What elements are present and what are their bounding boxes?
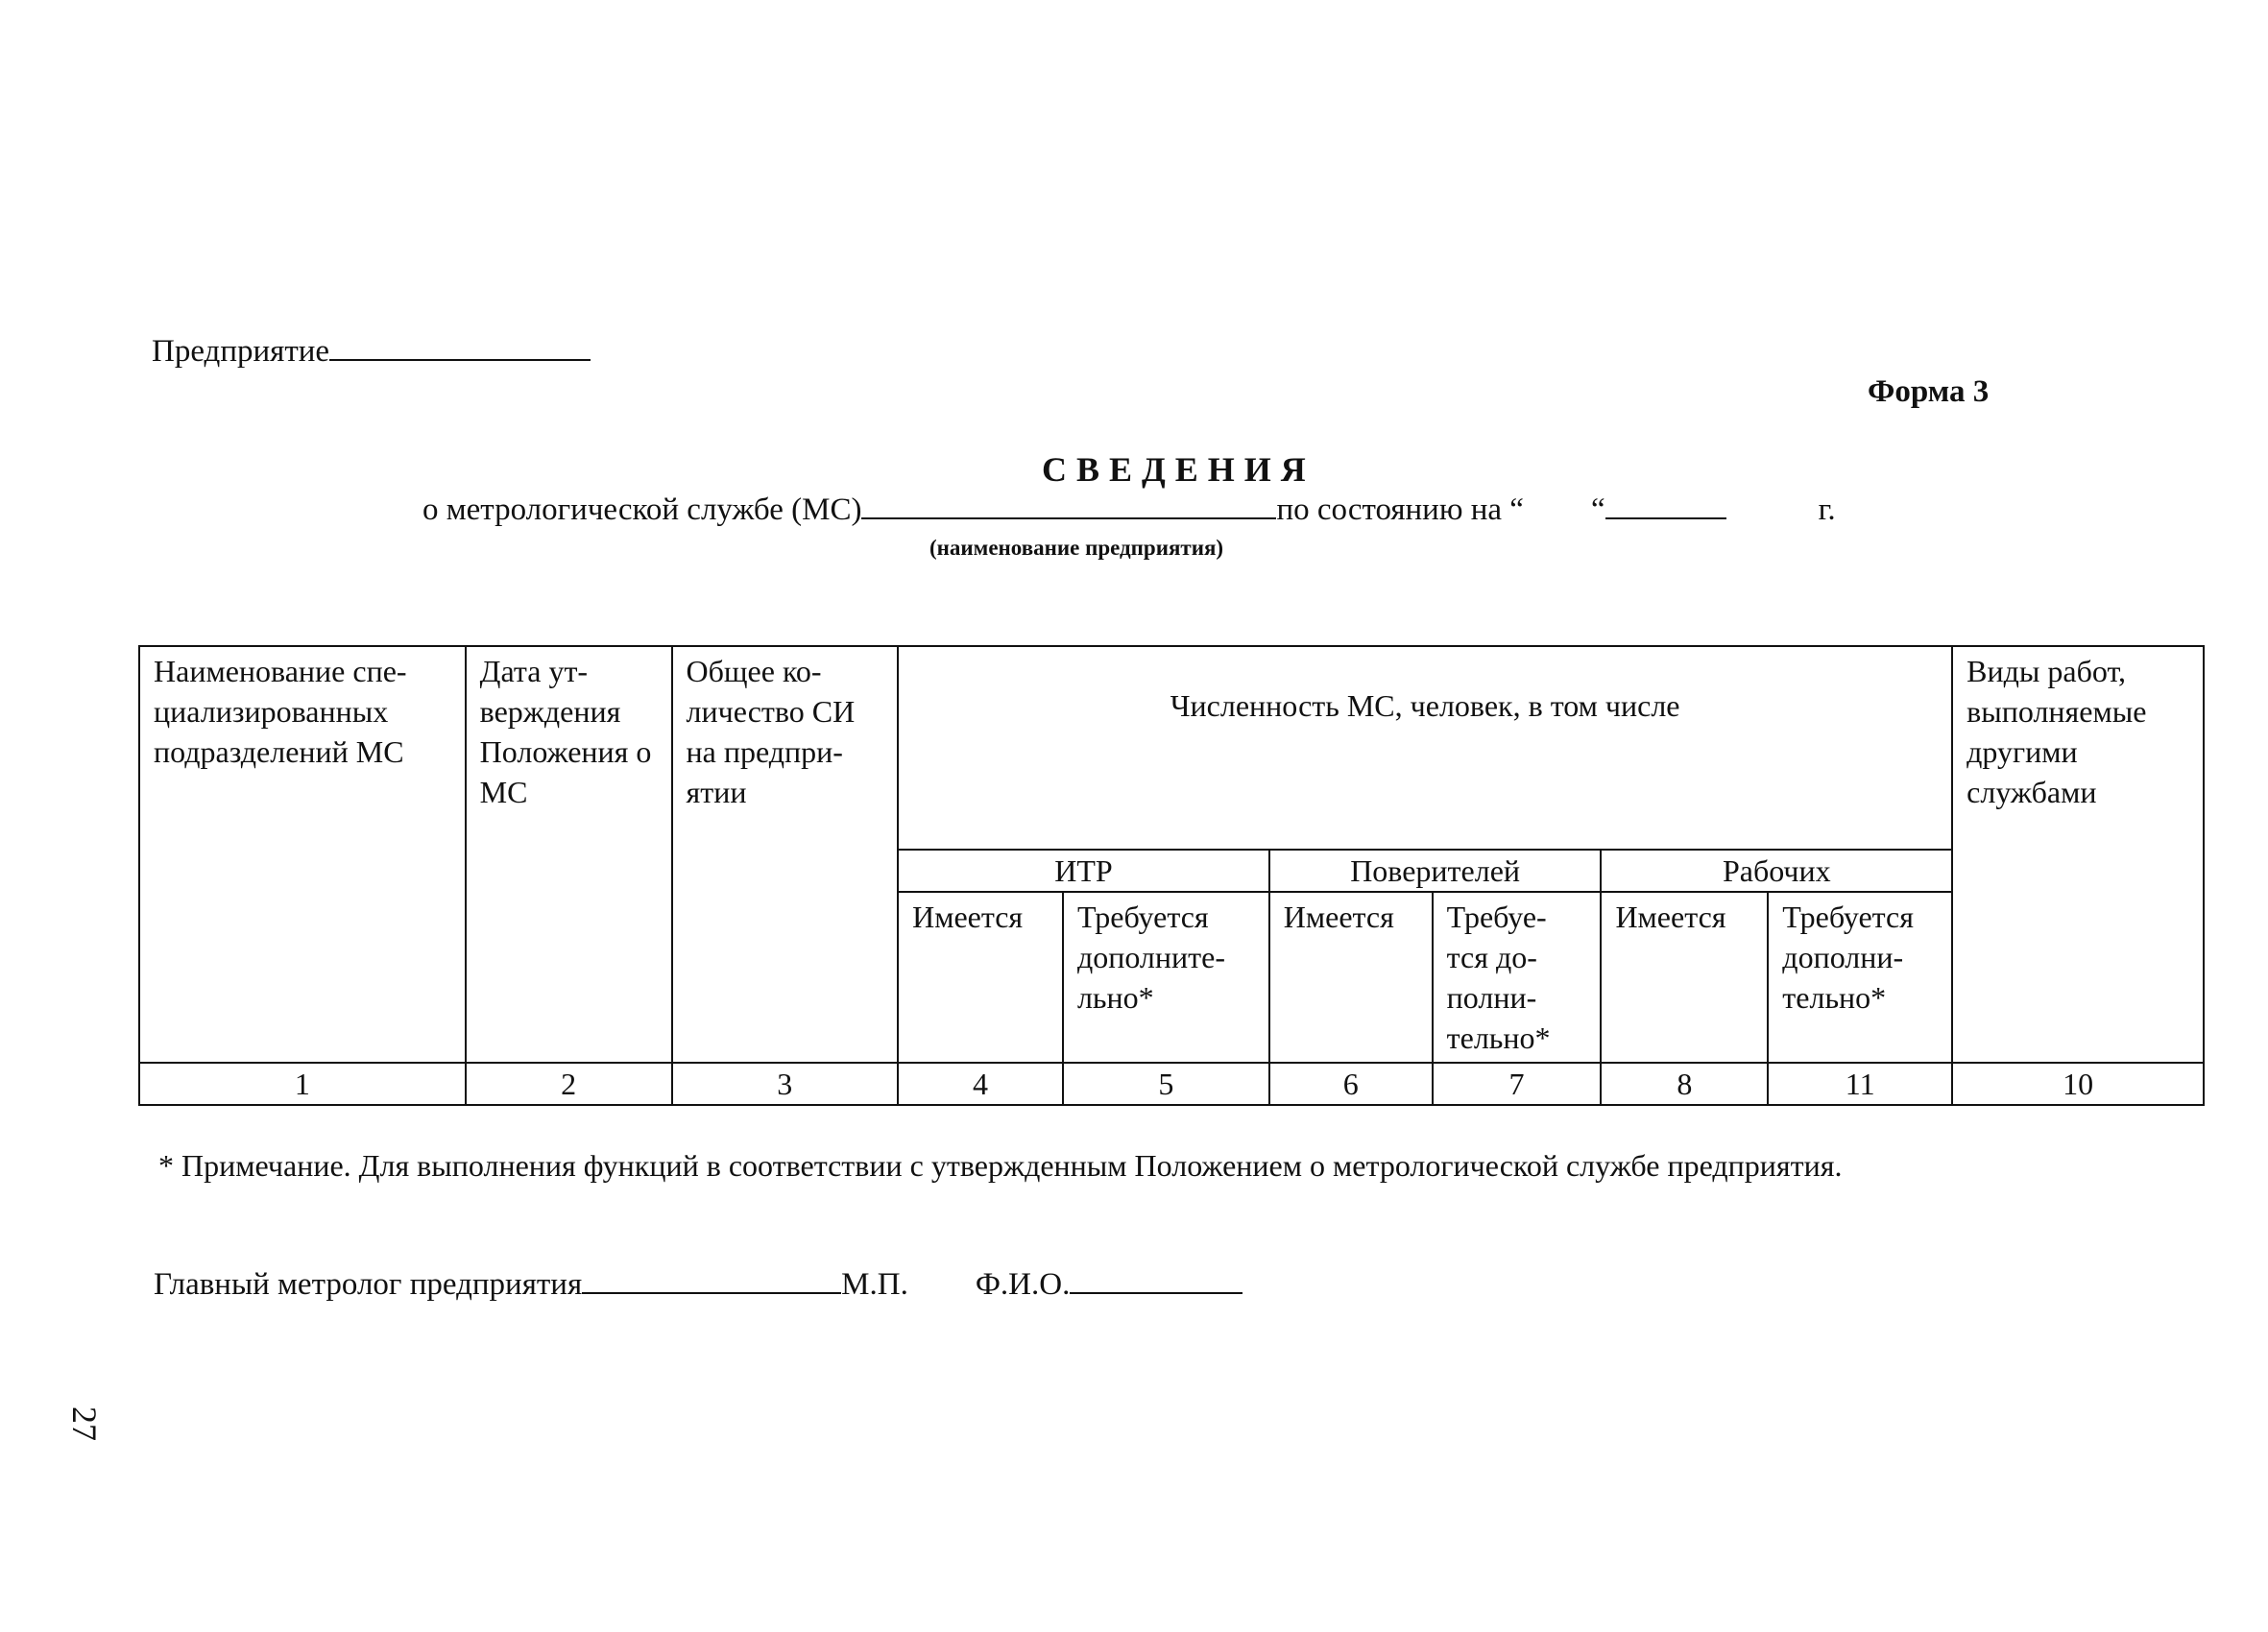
header-col2: Дата ут-верждения Положения о МС <box>466 646 672 1063</box>
stamp-label: М.П. <box>841 1267 908 1302</box>
sub-header-workers-have: Имеется <box>1601 892 1768 1063</box>
date-quote: “ <box>1590 492 1605 527</box>
sub-header-itr-need: Требуется дополните-льно* <box>1063 892 1269 1063</box>
document-subtitle <box>422 492 1836 528</box>
header-col1: Наименование спе-циализированных подразделений МС <box>139 646 466 1063</box>
metrology-table <box>138 645 2205 1106</box>
column-number: 7 <box>1433 1063 1602 1105</box>
header-group-staff: Численность МС, человек, в том числе <box>898 646 1952 850</box>
sub-header-workers-need: Требуется дополни-тельно* <box>1768 892 1952 1063</box>
header-col3: Общее ко-личество СИ на предпри-ятии <box>672 646 899 1063</box>
enterprise-line <box>152 334 591 370</box>
document-title: СВЕДЕНИЯ <box>1042 450 1315 489</box>
enterprise-name-blank <box>861 517 1276 519</box>
column-number-row <box>139 1063 2204 1105</box>
date-blank <box>1605 517 1726 519</box>
year-suffix: г. <box>1818 492 1836 527</box>
column-number: 10 <box>1952 1063 2204 1105</box>
subtitle-prefix: о метрологической службе (МС) <box>422 492 862 527</box>
name-blank <box>1070 1292 1243 1294</box>
signature-blank <box>582 1292 841 1294</box>
enterprise-blank <box>329 359 591 361</box>
header-col10: Виды работ, выполняемые другими службами <box>1952 646 2204 1063</box>
page-number: 27 <box>65 1406 104 1441</box>
name-label: Ф.И.О. <box>975 1267 1071 1302</box>
column-number: 11 <box>1768 1063 1952 1105</box>
group-workers: Рабочих <box>1601 850 1952 892</box>
column-number: 5 <box>1063 1063 1269 1105</box>
group-itr: ИТР <box>898 850 1269 892</box>
sub-header-verifiers-need: Требуе-тся до-полни-тельно* <box>1433 892 1602 1063</box>
signature-label: Главный метролог предприятия <box>154 1267 583 1302</box>
column-number: 1 <box>139 1063 466 1105</box>
signature-line <box>154 1267 1243 1303</box>
footnote: * Примечание. Для выполнения функций в соответствии с утвержденным Положением о метрологической службе предприятия. <box>158 1148 1843 1183</box>
column-number: 3 <box>672 1063 899 1105</box>
form-number: Форма 3 <box>1868 374 1990 409</box>
sub-header-verifiers-have: Имеется <box>1269 892 1433 1063</box>
column-number: 2 <box>466 1063 672 1105</box>
sub-header-itr-have: Имеется <box>898 892 1063 1063</box>
enterprise-label: Предприятие <box>152 334 330 369</box>
subtitle-caption: (наименование предприятия) <box>929 536 1224 560</box>
group-verifiers: Поверителей <box>1269 850 1602 892</box>
column-number: 4 <box>898 1063 1063 1105</box>
subtitle-suffix: по состоянию на “ <box>1276 492 1524 527</box>
column-number: 6 <box>1269 1063 1433 1105</box>
column-number: 8 <box>1601 1063 1768 1105</box>
